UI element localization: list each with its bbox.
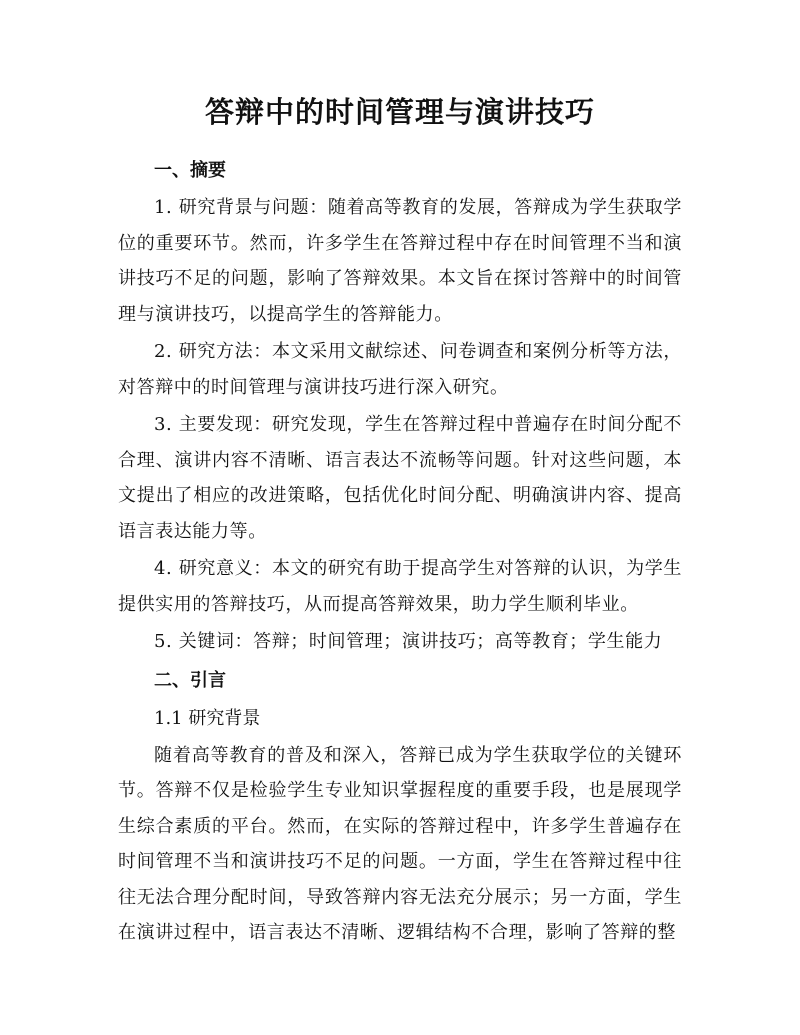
section-heading-abstract: 一、摘要 — [154, 160, 226, 181]
abstract-item-background: 1. 研究背景与问题：随着高等教育的发展，答辩成为学生获取学位的重要环节。然而，许多学生在答辩过程中存在时间管理不当和演讲技巧不足的问题，影响了答辩效果。本文旨在探讨答辩中的时间管理与演讲技巧，以提高学生的答辩能力。 — [118, 197, 682, 325]
abstract-item-findings: 3. 主要发现：研究发现，学生在答辩过程中普遍存在时间分配不合理、演讲内容不清晰、语言表达不流畅等问题。针对这些问题，本文提出了相应的改进策略，包括优化时间分配、明确演讲内容、提高语言表达能力等。 — [118, 414, 682, 542]
abstract-item-keywords: 5. 关键词：答辩；时间管理；演讲技巧；高等教育；学生能力 — [154, 631, 663, 652]
section-heading-introduction: 二、引言 — [154, 669, 226, 691]
subsection-heading-background: 1.1 研究背景 — [154, 707, 261, 729]
document-title: 答辩中的时间管理与演讲技巧 — [204, 95, 595, 129]
abstract-item-significance: 4. 研究意义：本文的研究有助于提高学生对答辩的认识，为学生提供实用的答辩技巧，从而提高答辩效果，助力学生顺利毕业。 — [118, 558, 682, 615]
intro-paragraph: 随着高等教育的普及和深入，答辩已成为学生获取学位的关键环节。答辩不仅是检验学生专业知识掌握程度的重要手段，也是展现学生综合素质的平台。然而，在实际的答辩过程中，许多学生普遍存在时间管理不当和演讲技巧不足的问题。一方面，学生在答辩过程中往往无法合理分配时间，导致答辩内容无法充分展示；另一方面，学生在演讲过程中，语言表达不清晰、逻辑结构不合理，影响了答辩的整 — [118, 744, 682, 943]
abstract-item-method: 2. 研究方法：本文采用文献综述、问卷调查和案例分析等方法，对答辩中的时间管理与演讲技巧进行深入研究。 — [118, 341, 682, 398]
